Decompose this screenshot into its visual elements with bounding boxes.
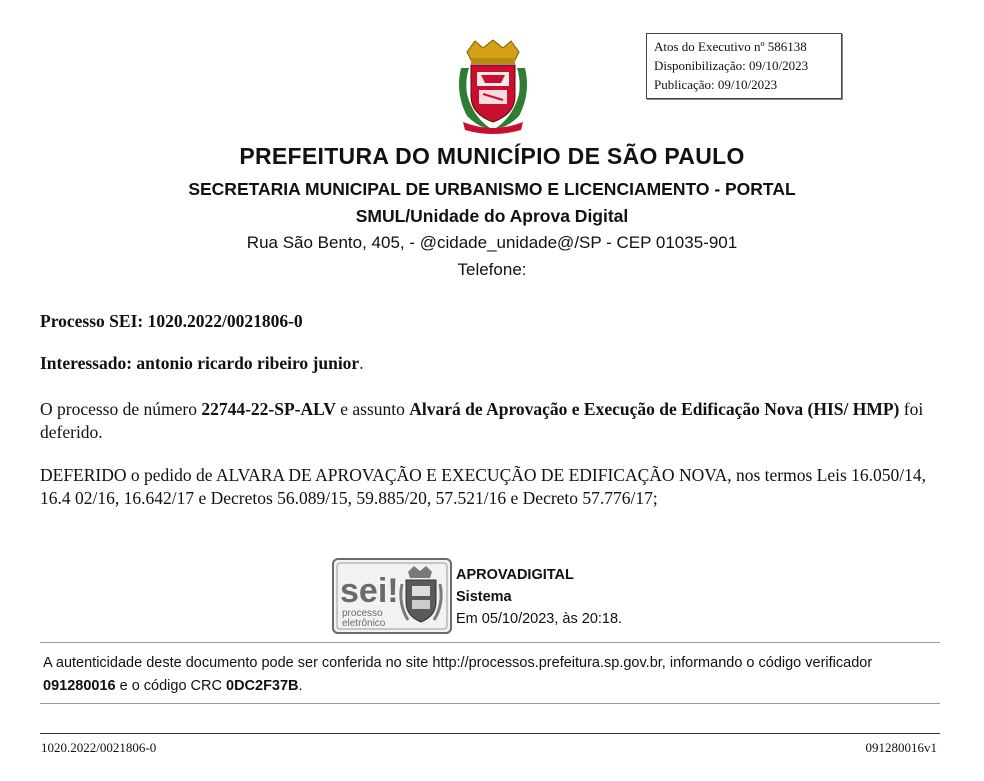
phone-label: Telefone:: [457, 260, 527, 279]
interested-party-period: .: [359, 353, 364, 373]
desc-part-2: e assunto: [335, 399, 410, 419]
signature-date: Em 05/10/2023, às 20:18.: [456, 611, 623, 627]
signature-block: [456, 564, 622, 630]
signer-role: Sistema: [456, 589, 512, 605]
divider-bottom: [40, 703, 940, 704]
process-description: [40, 398, 950, 444]
footer-divider: [40, 733, 940, 734]
footer-process-number: 1020.2022/0021806-0: [41, 740, 157, 755]
desc-part-1: O processo de número: [40, 399, 202, 419]
crc-code: 0DC2F37B: [226, 678, 299, 694]
desc-part-3: foi deferido.: [40, 399, 924, 442]
process-number: Processo SEI: 1020.2022/0021806-0: [40, 311, 303, 331]
approval-statement: DEFERIDO o pedido de ALVARA DE APROVAÇÃO E EXECUÇÃO DE EDIFICAÇÃO NOVA, nos termos Leis 16.050/14, 16.4 02/16, 16.642/17 e Decretos 56.089/15, 59.885/20, 57.521/16 e Decreto 57.776/17;: [40, 465, 927, 508]
sei-logo-text: sei!: [340, 572, 399, 610]
divider-top: [40, 642, 940, 643]
city-coat-of-arms-logo: [453, 38, 533, 136]
publication-info-box: [646, 33, 842, 99]
availability-date: Disponibilização: 09/10/2023: [654, 58, 809, 73]
interested-party-name: Interessado: antonio ricardo ribeiro junior: [40, 353, 360, 373]
auth-text-3: .: [298, 678, 303, 694]
municipality-title: PREFEITURA DO MUNICÍPIO DE SÃO PAULO: [239, 143, 745, 169]
auth-text-2: e o código CRC: [115, 678, 226, 694]
signer-name: APROVADIGITAL: [456, 567, 574, 583]
sei-logo-sub2: eletrônico: [342, 618, 386, 629]
process-subject: Alvará de Aprovação e Execução de Edificação Nova (HIS/ HMP): [409, 399, 900, 419]
interested-party: [40, 352, 950, 375]
address: Rua São Bento, 405, - @cidade_unidade@/SP - CEP 01035-901: [246, 233, 738, 252]
sei-logo-sub1: processo: [342, 608, 383, 619]
auth-text-1: A autenticidade deste documento pode ser conferida no site http://processos.prefeitura.sp.gov.br, informando o código verificador: [43, 655, 873, 671]
verification-code: 091280016: [43, 678, 116, 694]
footer-document-code: 091280016v1: [865, 740, 937, 755]
authenticity-note: [43, 652, 943, 698]
department-name: SECRETARIA MUNICIPAL DE URBANISMO E LICENCIAMENTO - PORTAL: [188, 179, 796, 199]
process-code: 22744-22-SP-ALV: [201, 399, 336, 419]
sei-logo: [332, 558, 452, 634]
unit-name: SMUL/Unidade do Aprova Digital: [355, 206, 629, 226]
executive-act-number: Atos do Executivo nº 586138: [654, 39, 807, 54]
publication-date: Publicação: 09/10/2023: [654, 77, 778, 92]
